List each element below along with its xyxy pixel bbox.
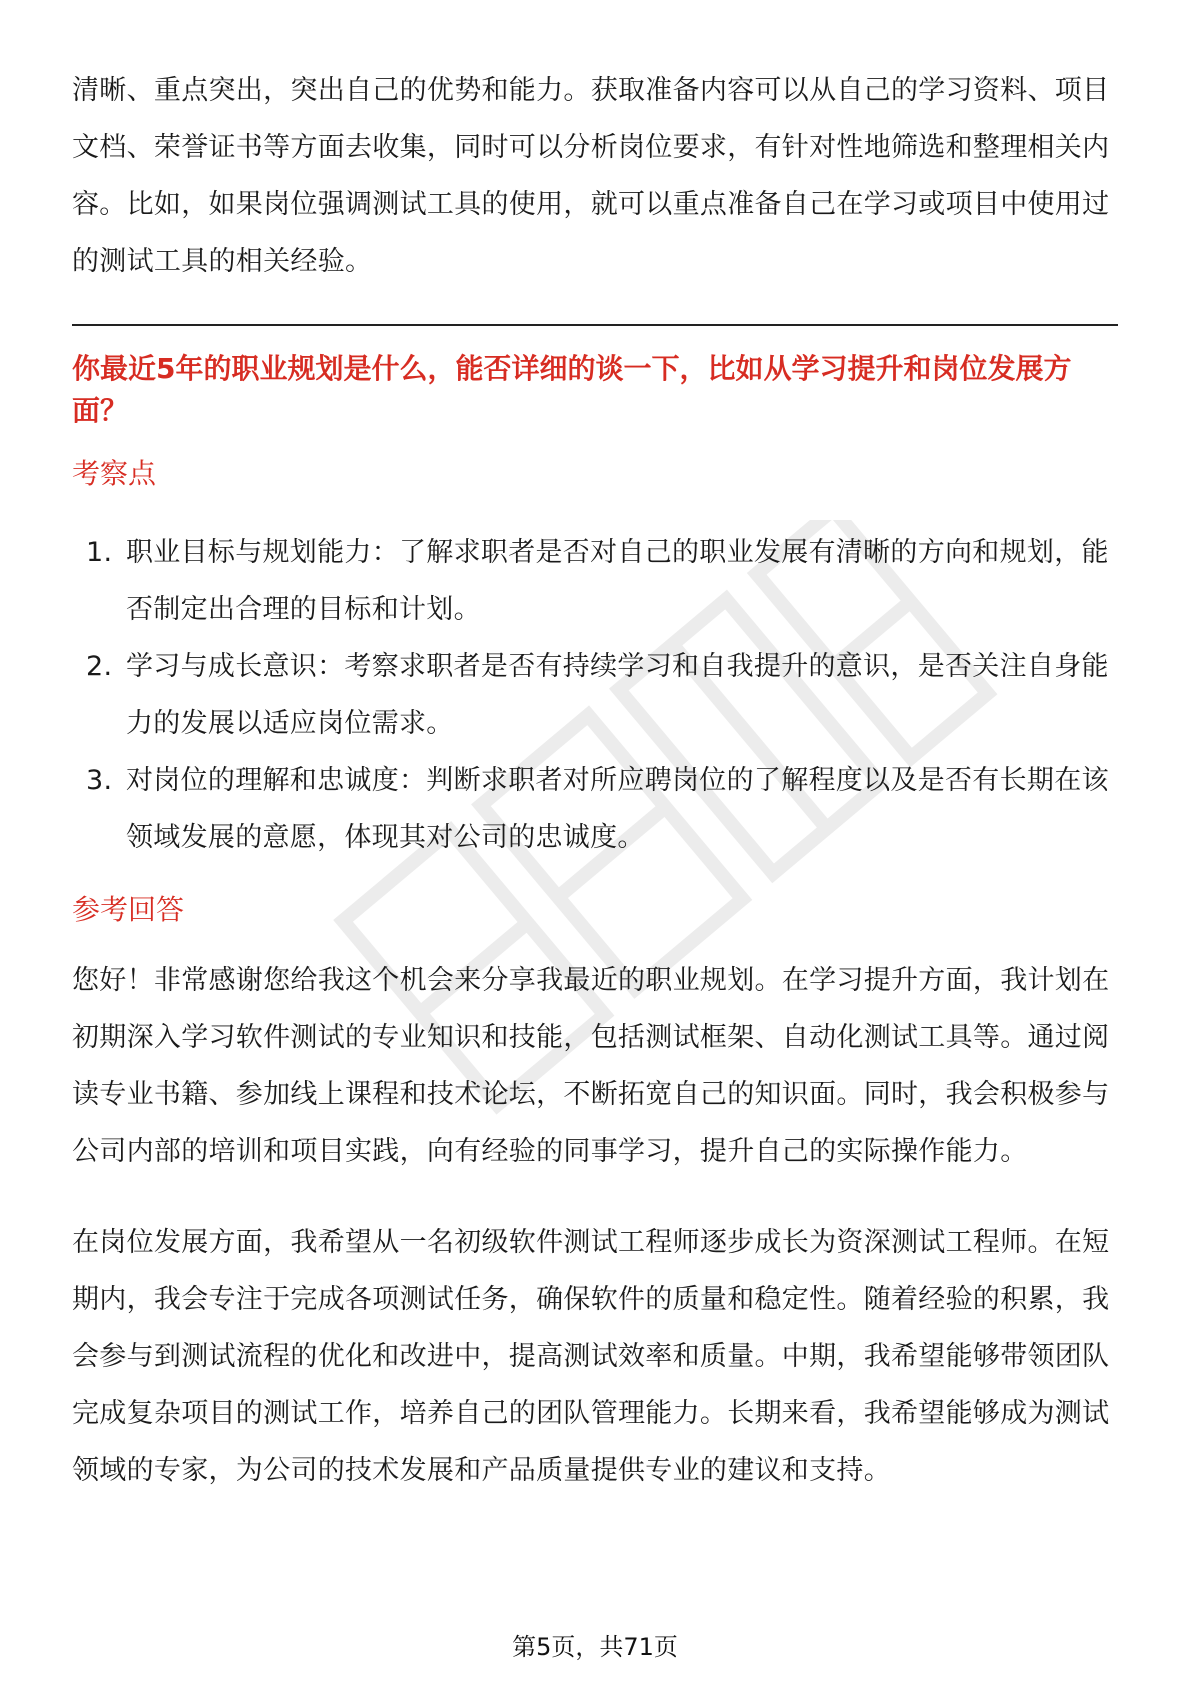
list-item-number: 2. [86, 651, 113, 682]
section-divider [72, 324, 1118, 326]
answer-paragraph: 您好！非常感谢您给我这个机会来分享我最近的职业规划。在学习提升方面，我计划在初期深入学习软件测试的专业知识和技能，包括测试框架、自动化测试工具等。通过阅读专业书籍、参加线上课程和技术论坛，不断拓宽自己的知识面。同时，我会积极参与公司内部的培训和项目实践，向有经验的同事学习，提升自己的实际操作能力。 [72, 965, 1110, 1167]
list-item-text: 学习与成长意识：考察求职者是否有持续学习和自我提升的意识，是否关注自身能力的发展以适应岗位需求。 [126, 651, 1109, 739]
list-item-text: 职业目标与规划能力：了解求职者是否对自己的职业发展有清晰的方向和规划，能否制定出合理的目标和计划。 [126, 537, 1109, 625]
list-item [72, 752, 1118, 866]
focus-label: 考察点 [72, 457, 157, 490]
list-item-number: 1. [86, 537, 113, 568]
question-heading: 你最近5年的职业规划是什么，能否详细的谈一下，比如从学习提升和岗位发展方面？ [72, 352, 1072, 427]
focus-points-list [72, 524, 1118, 866]
main-content [72, 62, 1118, 1499]
list-item-text: 对岗位的理解和忠诚度：判断求职者对所应聘岗位的了解程度以及是否有长期在该领域发展的意愿，体现其对公司的忠诚度。 [126, 765, 1109, 853]
list-item [72, 638, 1118, 752]
intro-paragraph: 清晰、重点突出，突出自己的优势和能力。获取准备内容可以从自己的学习资料、项目文档、荣誉证书等方面去收集，同时可以分析岗位要求，有针对性地筛选和整理相关内容。比如，如果岗位强调测试工具的使用，就可以重点准备自己在学习或项目中使用过的测试工具的相关经验。 [72, 75, 1110, 277]
list-item [72, 524, 1118, 638]
page-footer: 第5页，共71页 [512, 1633, 678, 1661]
list-item-number: 3. [86, 765, 113, 796]
answer-paragraph: 在岗位发展方面，我希望从一名初级软件测试工程师逐步成长为资深测试工程师。在短期内，我会专注于完成各项测试任务，确保软件的质量和稳定性。随着经验的积累，我会参与到测试流程的优化和改进中，提高测试效率和质量。中期，我希望能够带领团队完成复杂项目的测试工作，培养自己的团队管理能力。长期来看，我希望能够成为测试领域的专家，为公司的技术发展和产品质量提供专业的建议和支持。 [72, 1227, 1110, 1486]
answer-label: 参考回答 [72, 893, 185, 926]
